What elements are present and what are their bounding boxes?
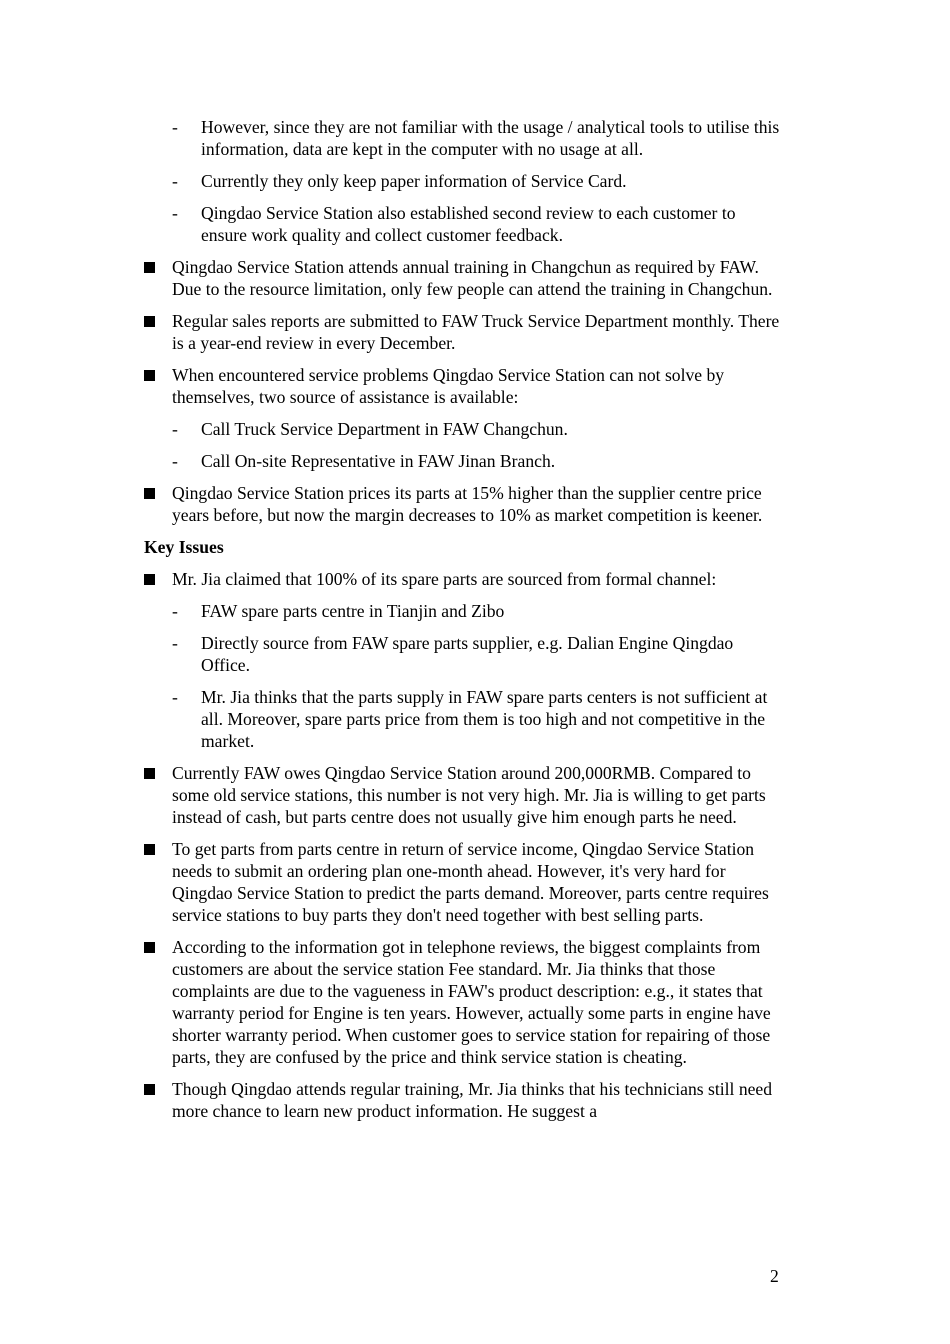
list-item [144,568,784,590]
square-bullet-icon [144,844,155,855]
list-item [144,116,784,160]
bullet-text: Qingdao Service Station attends annual training in Changchun as required by FAW. Due to the resource limitation, only few people can attend the training in Changchun. [172,257,773,299]
list-item [144,202,784,246]
square-bullet-icon [144,768,155,779]
square-bullet-icon [144,1084,155,1095]
dash-text: Currently they only keep paper information of Service Card. [201,171,627,191]
list-item [144,1078,784,1122]
list-item [144,170,784,192]
dash-text: However, since they are not familiar with the usage / analytical tools to utilise this information, data are kept in the computer with no usage at all. [201,117,780,159]
list-item [144,418,784,440]
list-item [144,838,784,926]
dash-text: Mr. Jia thinks that the parts supply in FAW spare parts centers is not sufficient at all. Moreover, spare parts price from them is too high and not competitive in the market. [201,687,768,751]
bullet-text: Regular sales reports are submitted to FAW Truck Service Department monthly. There is a year-end review in every December. [172,311,780,353]
bullet-text: Currently FAW owes Qingdao Service Station around 200,000RMB. Compared to some old service stations, this number is not very high. Mr. Jia is willing to get parts instead of cash, but parts centre does not usually give him enough parts he need. [172,763,766,827]
square-bullet-icon [144,574,155,585]
page-number: 2 [770,1266,779,1286]
section-heading: Key Issues [144,537,224,557]
dash-marker: - [172,601,178,621]
list-item [144,450,784,472]
dash-marker: - [172,633,178,653]
square-bullet-icon [144,370,155,381]
list-item [144,632,784,676]
bullet-text: Though Qingdao attends regular training, Mr. Jia thinks that his technicians still need more chance to learn new product information. He suggest a [172,1079,773,1121]
document-body [144,116,784,1132]
dash-marker: - [172,687,178,707]
list-item [144,686,784,752]
bullet-text: When encountered service problems Qingdao Service Station can not solve by themselves, two source of assistance is available: [172,365,725,407]
bullet-text: Mr. Jia claimed that 100% of its spare parts are sourced from formal channel: [172,569,717,589]
list-item [144,256,784,300]
dash-text: Directly source from FAW spare parts supplier, e.g. Dalian Engine Qingdao Office. [201,633,734,675]
square-bullet-icon [144,488,155,499]
square-bullet-icon [144,262,155,273]
square-bullet-icon [144,316,155,327]
list-item [144,936,784,1068]
square-bullet-icon [144,942,155,953]
dash-marker: - [172,451,178,471]
bullet-text: To get parts from parts centre in return of service income, Qingdao Service Station needs to submit an ordering plan one-month ahead. However, it's very hard for Qingdao Service Station to predict the parts demand. Moreover, parts centre requires service stations to buy parts they don't need together with best selling parts. [172,839,769,925]
list-item [144,310,784,354]
dash-marker: - [172,203,178,223]
dash-text: Call On-site Representative in FAW Jinan Branch. [201,451,556,471]
list-item [144,762,784,828]
bullet-text: According to the information got in telephone reviews, the biggest complaints from customers are about the service station Fee standard. Mr. Jia thinks that those complaints are due to the vagueness in FAW's product description: e.g., it states that warranty period for Engine is ten years. However, actually some parts in engine have shorter warranty period. When customer goes to service station for repairing of those parts, they are confused by the price and think service station is cheating. [172,937,771,1067]
list-item [144,364,784,408]
list-item [144,600,784,622]
list-item [144,482,784,526]
dash-text: FAW spare parts centre in Tianjin and Zibo [201,601,505,621]
bullet-text: Qingdao Service Station prices its parts at 15% higher than the supplier centre price years before, but now the margin decreases to 10% as market competition is keener. [172,483,763,525]
dash-marker: - [172,171,178,191]
dash-marker: - [172,419,178,439]
dash-marker: - [172,117,178,137]
dash-text: Call Truck Service Department in FAW Changchun. [201,419,568,439]
dash-text: Qingdao Service Station also established second review to each customer to ensure work quality and collect customer feedback. [201,203,736,245]
